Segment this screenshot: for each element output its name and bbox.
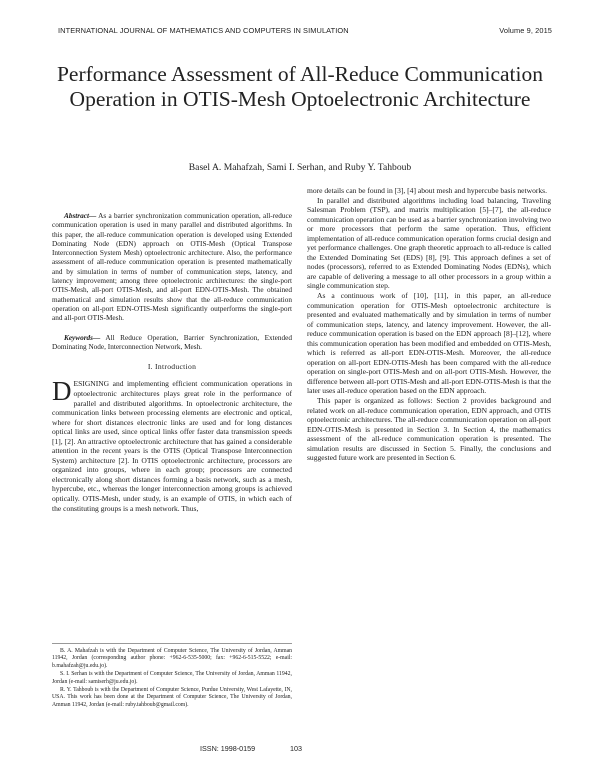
abstract-text: As a barrier synchronization communication operation, all-reduce communication operation is used in many parallel and distributed algorithms. In this paper, the all-reduce communication operation is developed using Extended Dominating Node (EDN) approach on OTIS-Mesh (Optical Transpose Interconnection System Mesh) optoelectronic architecture. Also, the performance assessment of all-reduce communication operation is presented mathematically and by simulation in terms of number of communication steps, latency, and latency improvement; among three optoelectronic architectures: the single-port OTIS-Mesh, all-port OTIS-Mesh, and all-port EDN-OTIS-Mesh. The obtained mathematical and simulation results show that the all-reduce communication operation on all-port EDN-OTIS-Mesh significantly outperforms the single-port and all-port OTIS-Mesh. xyxy=(52,212,292,323)
section-title-introduction: I. Introduction xyxy=(147,362,197,372)
footnote: S. I. Serhan is with the Department of Computer Science, The University of Jordan, Amman 11942, Jordan (e-mail: samiserh@ju.edu.jo). xyxy=(52,671,292,685)
paper-title: Performance Assessment of All-Reduce Communication Operation in OTIS-Mesh Optoelectronic Architecture xyxy=(56,62,544,111)
abstract-label: Abstract— xyxy=(64,212,97,220)
left-column xyxy=(52,212,292,513)
page-number: 103 xyxy=(290,744,302,753)
paragraph: In parallel and distributed algorithms including load balancing, Traveling Salesman Problem (TSP), and matrix multiplication [5]–[7], the all-reduce communication operation can be used as a barrier synchronization involving two or more processors that perform the same operation. Thus, efficient implementation of all-reduce communication operation forms crucial design and yet performance challenges. One graph theoretic approach to all-reduce is called the Extended Dominating Set (EDS) [8], [9]. This approach defines a set of nodes (processors), referred to as Extended Dominating Nodes (EDNs), which are capable of delivering a message to all other processors in a group within a single communication step. xyxy=(307,195,551,291)
footnote: B. A. Mahafzah is with the Department of Computer Science, The University of Jordan, Amman 11942, Jordan (corresponding author phone: +962-6-535-5000; fax: +962-6-515-5522; e-mail: b.mahafzah@ju.edu.jo). xyxy=(52,648,292,669)
right-column xyxy=(307,186,551,463)
author-footnotes xyxy=(52,643,292,710)
journal-header: INTERNATIONAL JOURNAL OF MATHEMATICS AND COMPUTERS IN SIMULATION xyxy=(58,26,349,35)
introduction-text: ESIGNING and implementing efficient communication operations in optoelectronic architectures plays great role in the performance of parallel and distributed algorithms. In optoelectronic architecture, the communication links between processing elements are electronic and optical, where for short distances electronic links are used and for long distances optical links are used, since optical links offer faster data transmission speeds [1], [2]. An attractive optoelectronic architecture that has gained a considerable attention in the recent years is the OTIS (Optical Transpose Interconnection System) architecture [2]. In OTIS optoelectronic architecture, processors are organized into groups, where in each group; processors are connected electronically along short distances forming a basis network, such as a mesh, hypercube, etc., whereas the longer interconnection among groups is achieved optically. OTIS-Mesh, under study, is an example of OTIS, in which each of the constituting groups is a mesh network. Thus, xyxy=(52,379,292,513)
issn-footer: ISSN: 1998-0159 xyxy=(200,744,256,753)
paragraph-continuation: more details can be found in [3], [4] about mesh and hypercube basis networks. xyxy=(307,186,547,195)
paragraph: This paper is organized as follows: Section 2 provides background and related work on all-reduce communication operation, EDN approach, and OTIS optoelectronic architectures. The all-reduce communication operation on all-port EDN-OTIS-Mesh is presented in Section 3. In Section 4, the mathematics assessment of the all-reduce communication operation is presented. The simulation results are discussed in Section 5. Finally, the conclusions and suggested future work are presented in Section 6. xyxy=(307,396,551,463)
footnote: R. Y. Tahboub is with the Department of Computer Science, Purdue University, West Lafayette, IN, USA. This work has been done at the Department of Computer Science, The University of Jordan, Amman 11942, Jordan (e-mail: ruby.tahboub@gmail.com). xyxy=(52,687,292,708)
keywords-label: Keywords— xyxy=(64,333,101,342)
introduction-paragraph xyxy=(52,376,292,513)
volume-header: Volume 9, 2015 xyxy=(499,26,552,35)
abstract xyxy=(52,212,292,324)
keywords-text: All Reduce Operation, Barrier Synchronization, Extended Dominating Node, Interconnection Network, Mesh. xyxy=(52,333,292,351)
paper-authors: Basel A. Mahafzah, Sami I. Serhan, and Ruby Y. Tahboub xyxy=(188,162,412,173)
dropcap-letter: D xyxy=(52,376,72,407)
keywords xyxy=(52,334,292,353)
paragraph: As a continuous work of [10], [11], in this paper, an all-reduce communication operation for OTIS-Mesh optoelectronic architecture is presented and evaluated mathematically and by simulation in terms of number of communication steps, latency, and latency improvement. However, the all-reduce communication operation is based on the EDN approach [8]–[12], where this communication operation has been modified and embedded on OTIS-Mesh, which is referred as all-port EDN-OTIS-Mesh. Moreover, the all-reduce operation on all-port EDN-OTIS-Mesh has been compared with the all-reduce operation on single-port OTIS-Mesh and on all-port OTIS-Mesh. However, the difference between all-port OTIS-Mesh and all-port EDN-OTIS-Mesh is that the later uses all-reduce operation based on the EDN approach. xyxy=(307,291,551,396)
